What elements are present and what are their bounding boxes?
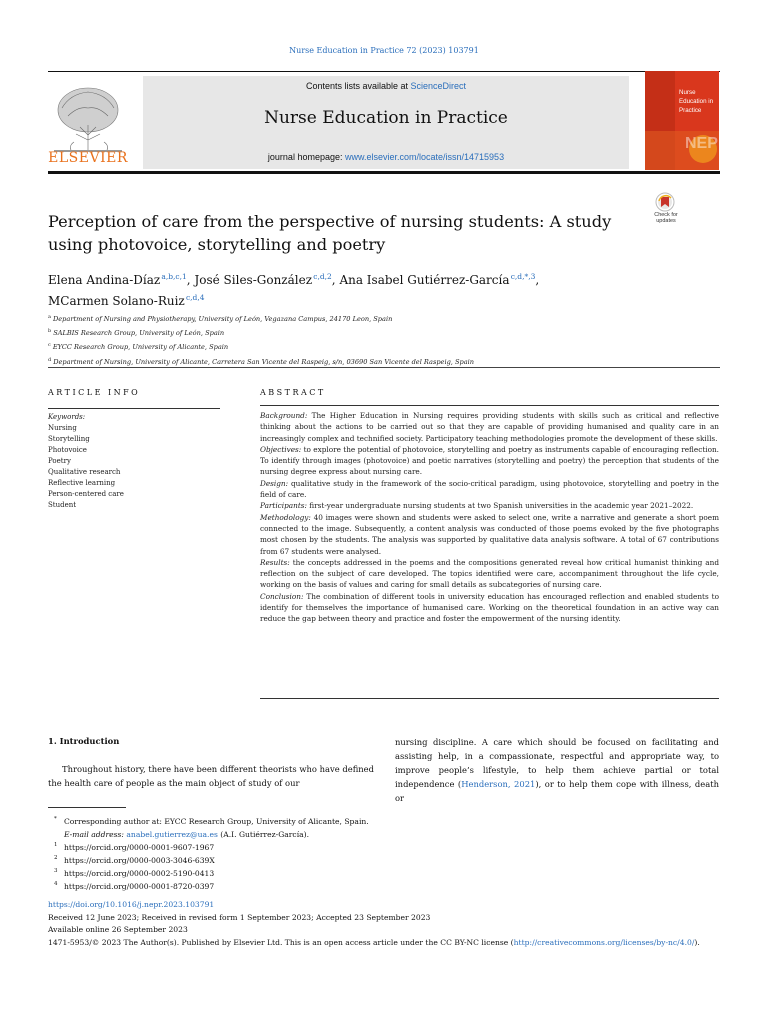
affiliation-mark: d bbox=[48, 356, 52, 363]
abstract-text: The combination of different tools in university education has encouraged reflection and enabled students to identify for themselves the importance of humanised care. Working on the theoretical foundation in an active way can reduce the gap between theory and practice and foster the empowerment of the nursing identity. bbox=[260, 591, 719, 624]
keyword-item: Student bbox=[48, 501, 77, 509]
body-text-right bbox=[395, 735, 719, 805]
affiliation-text: SALBIS Research Group, University of León, Spain bbox=[53, 329, 225, 338]
abstract-body bbox=[260, 410, 719, 625]
abstract-text: to explore the potential of photovoice, storytelling and poetry as instruments capable of encouraging reflection. To identify through images (photovoice) and poetic narratives (storytelling and poetry) the perception that students of the nursing degree express about nursing care. bbox=[260, 444, 719, 477]
affiliation-mark: b bbox=[48, 328, 52, 335]
footnote-rule bbox=[48, 807, 126, 808]
doi-link[interactable]: https://doi.org/10.1016/j.nepr.2023.103791 bbox=[48, 900, 215, 909]
abstract-label: Methodology: bbox=[260, 512, 311, 522]
keyword-item: Reflective learning bbox=[48, 479, 116, 487]
author-name[interactable]: MCarmen Solano-Ruiz bbox=[48, 294, 185, 308]
author-name[interactable]: José Siles-González bbox=[194, 273, 313, 287]
abstract-label: Background: bbox=[260, 411, 308, 420]
abstract-paragraph bbox=[260, 410, 719, 444]
affiliation-item bbox=[48, 325, 708, 339]
email-suffix: (A.I. Gutiérrez-García). bbox=[217, 830, 310, 839]
cover-art bbox=[645, 71, 719, 170]
affiliation-item bbox=[48, 354, 708, 368]
abstract-paragraph bbox=[260, 500, 719, 511]
orcid-url[interactable]: https://orcid.org/0000-0001-8720-0397 bbox=[64, 882, 215, 891]
abstract-paragraph bbox=[260, 512, 719, 557]
corresponding-text: Corresponding author at: EYCC Research Group, University of Alicante, Spain. bbox=[64, 817, 369, 826]
header-top-rule bbox=[48, 71, 720, 72]
keyword-item: Nursing bbox=[48, 424, 77, 432]
journal-reference[interactable]: Nurse Education in Practice 72 (2023) 103791 bbox=[289, 46, 479, 55]
journal-title: Nurse Education in Practice bbox=[264, 108, 508, 128]
check-for-updates-label[interactable]: Check for updates bbox=[654, 212, 678, 224]
body-text: nursing discipline. A care which should be focused on facilitating and assisting help, in a compassionate, respectful and appropriate way, to improve people’s lifestyle, to help them achieve partial or total independence ( bbox=[395, 737, 719, 789]
author-list: Elena Andina-Díaz $^{a,b,c,1}$, José Siles-González $^{c,d,2}$, Ana Isabel Gutiérrez-García $^{c,d,*,3}$, MCarmen Solano-Ruiz $^{c,d,4}$ bbox=[48, 272, 540, 308]
affiliation-text: Department of Nursing and Physiotherapy, University of León, Vegazana Campus, 24170 Leon, Spain bbox=[52, 315, 393, 324]
license-prefix: 1471-5953/© 2023 The Author(s). Published by Elsevier Ltd. This is an open access article under the CC BY-NC license ( bbox=[48, 938, 514, 948]
abstract-label: Objectives: bbox=[260, 444, 302, 454]
footnote-mark: 2 bbox=[54, 855, 58, 861]
affiliation-list bbox=[48, 311, 708, 368]
check-for-updates-icon[interactable] bbox=[646, 192, 692, 230]
footnotes bbox=[48, 815, 468, 893]
abstract-paragraph bbox=[260, 478, 719, 501]
author-affiliation-marks[interactable]: c,d,2 bbox=[313, 272, 332, 281]
author-name[interactable]: Ana Isabel Gutiérrez-García bbox=[339, 273, 510, 287]
footnote-corresponding bbox=[48, 815, 468, 828]
footnote-orcid bbox=[48, 880, 468, 893]
abstract-label: Design: bbox=[260, 478, 289, 488]
footnote-email bbox=[48, 828, 468, 841]
abstract-bottom-rule bbox=[260, 698, 719, 699]
abstract-paragraph bbox=[260, 591, 719, 625]
abstract-heading: ABSTRACT bbox=[260, 388, 326, 397]
header-bottom-rule bbox=[48, 171, 720, 174]
abstract-text: the concepts addressed in the poems and the compositions generated reveal how critical humanist thinking and reflection on the subject of care developed. The topics identified were care, accompaniment throughout the life cycle, working on the basis of values and caring for small details as subcategories of nursing care. bbox=[260, 557, 719, 590]
section-title-introduction: 1. Introduction bbox=[48, 736, 120, 746]
journal-cover[interactable] bbox=[645, 71, 719, 170]
front-matter-rule bbox=[48, 367, 720, 368]
keyword-item: Person-centered care bbox=[48, 490, 124, 498]
journal-homepage bbox=[143, 152, 629, 162]
homepage-prefix: journal homepage: bbox=[267, 152, 345, 162]
received-dates: Received 12 June 2023; Received in revised form 1 September 2023; Accepted 23 September 2023 bbox=[48, 912, 431, 922]
email-label: E-mail address: bbox=[64, 830, 124, 839]
publication-info bbox=[48, 899, 720, 950]
keyword-item: Poetry bbox=[48, 457, 71, 465]
affiliation-text: Department of Nursing, University of Alicante, Carretera San Vicente del Raspeig, s/n, 03690 San Vicente del Raspeig, Spain bbox=[53, 357, 475, 366]
email-link[interactable]: anabel.gutierrez@ua.es bbox=[126, 830, 218, 839]
footnote-mark: 3 bbox=[54, 868, 58, 874]
license-statement bbox=[48, 937, 720, 950]
orcid-url[interactable]: https://orcid.org/0000-0002-5190-0413 bbox=[64, 869, 215, 878]
author-affiliation-marks[interactable]: c,d,4 bbox=[185, 293, 205, 302]
abstract-text: The Higher Education in Nursing requires providing students with skills such as critical and reflective thinking about the actions to be carried out so that they are capable of providing humanised and quality care in an increasingly complex and technified society. Participatory teaching methodologies promote the development of these skills. bbox=[260, 411, 719, 443]
article-info-rule bbox=[48, 408, 220, 409]
publisher-wordmark: ELSEVIER bbox=[48, 150, 128, 166]
affiliation-mark: a bbox=[48, 314, 51, 320]
keyword-item: Qualitative research bbox=[48, 468, 121, 476]
abstract-label: Results: bbox=[260, 557, 290, 567]
license-link[interactable]: http://creativecommons.org/licenses/by-nc/4.0/ bbox=[513, 938, 695, 948]
cover-title: Nurse Education in Practice bbox=[679, 89, 714, 114]
keyword-list bbox=[48, 423, 124, 511]
footnote-orcid bbox=[48, 854, 468, 867]
footnote-mark: * bbox=[54, 816, 57, 822]
abstract-paragraph bbox=[260, 444, 719, 478]
keyword-item: Photovoice bbox=[48, 446, 87, 454]
abstract-paragraph bbox=[260, 557, 719, 591]
abstract-label: Conclusion: bbox=[260, 591, 304, 601]
affiliation-item bbox=[48, 311, 708, 325]
abstract-top-rule bbox=[260, 405, 719, 406]
footnote-orcid bbox=[48, 867, 468, 880]
article-info-heading: ARTICLE INFO bbox=[48, 388, 141, 397]
abstract-label: Participants: bbox=[260, 501, 307, 511]
body-text-left: Throughout history, there have been different theorists who have defined the health care of people as the main object of study of our bbox=[48, 764, 374, 788]
homepage-link[interactable]: www.elsevier.com/locate/issn/14715953 bbox=[344, 152, 505, 162]
abstract-text: qualitative study in the framework of the socio-critical paradigm, using photovoice, storytelling and poetry in the field of care. bbox=[260, 478, 719, 500]
citation-link[interactable]: Henderson, 2021 bbox=[461, 779, 536, 789]
sciencedirect-link[interactable]: ScienceDirect bbox=[410, 81, 467, 91]
keyword-item: Storytelling bbox=[48, 435, 90, 443]
keywords-label: Keywords: bbox=[48, 413, 86, 421]
footnote-orcid bbox=[48, 841, 468, 854]
orcid-url[interactable]: https://orcid.org/0000-0003-3046-639X bbox=[64, 856, 215, 865]
footnote-mark: 4 bbox=[54, 881, 58, 887]
contents-prefix: Contents lists available at bbox=[305, 81, 411, 91]
license-suffix: ). bbox=[694, 938, 700, 948]
author-name[interactable]: Elena Andina-Díaz bbox=[48, 273, 161, 287]
affiliation-text: EYCC Research Group, University of Alicante, Spain bbox=[52, 343, 229, 352]
journal-header-band bbox=[143, 76, 629, 169]
affiliation-mark: c bbox=[48, 342, 51, 349]
cover-abbrev: NEP bbox=[685, 135, 718, 152]
footnote-mark: 1 bbox=[54, 842, 58, 848]
abstract-text: 40 images were shown and students were asked to select one, write a narrative and generate a short poem connected to the image. Subsequently, a content analysis was conducted of those poems evoked by the five photographs most chosen by the students. The analysis was supported by qualitative data analysis software. A total of 67 contributions from 67 students were analysed. bbox=[260, 512, 719, 556]
body-text: ), or to help them cope with illness, death or bbox=[395, 779, 719, 803]
article-title: Perception of care from the perspective of nursing students: A study using photovoice, storytelling and poetry bbox=[48, 212, 612, 254]
available-online: Available online 26 September 2023 bbox=[48, 925, 188, 935]
author-affiliation-marks[interactable]: a,b,c,1 bbox=[161, 272, 187, 281]
contents-line bbox=[143, 81, 629, 91]
author-affiliation-marks[interactable]: c,d,*,3 bbox=[510, 272, 536, 281]
abstract-text: first-year undergraduate nursing students at two Spanish universities in the academic year 2021–2022. bbox=[306, 501, 694, 511]
affiliation-item bbox=[48, 339, 708, 353]
orcid-url[interactable]: https://orcid.org/0000-0001-9607-1967 bbox=[64, 843, 215, 852]
